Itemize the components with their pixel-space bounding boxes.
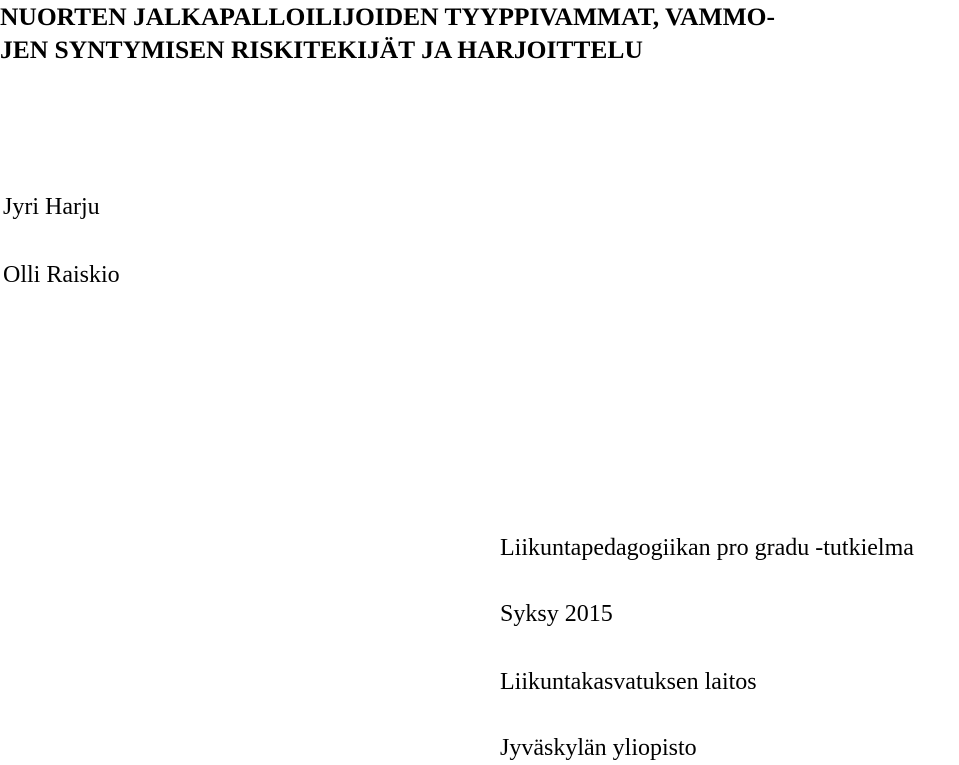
thesis-type: Liikuntapedagogiikan pro gradu -tutkielma — [500, 535, 914, 561]
author-name: Olli Raiskio — [3, 262, 120, 288]
semester: Syksy 2015 — [500, 601, 613, 627]
author-name: Jyri Harju — [3, 194, 100, 220]
thesis-title-line-1: NUORTEN JALKAPALLOILIJOIDEN TYYPPIVAMMAT, VAMMO- — [0, 2, 776, 31]
thesis-title-line-2: JEN SYNTYMISEN RISKITEKIJÄT JA HARJOITTELU — [0, 35, 643, 64]
department: Liikuntakasvatuksen laitos — [500, 669, 757, 695]
thesis-title — [0, 0, 959, 66]
university: Jyväskylän yliopisto — [500, 735, 697, 761]
